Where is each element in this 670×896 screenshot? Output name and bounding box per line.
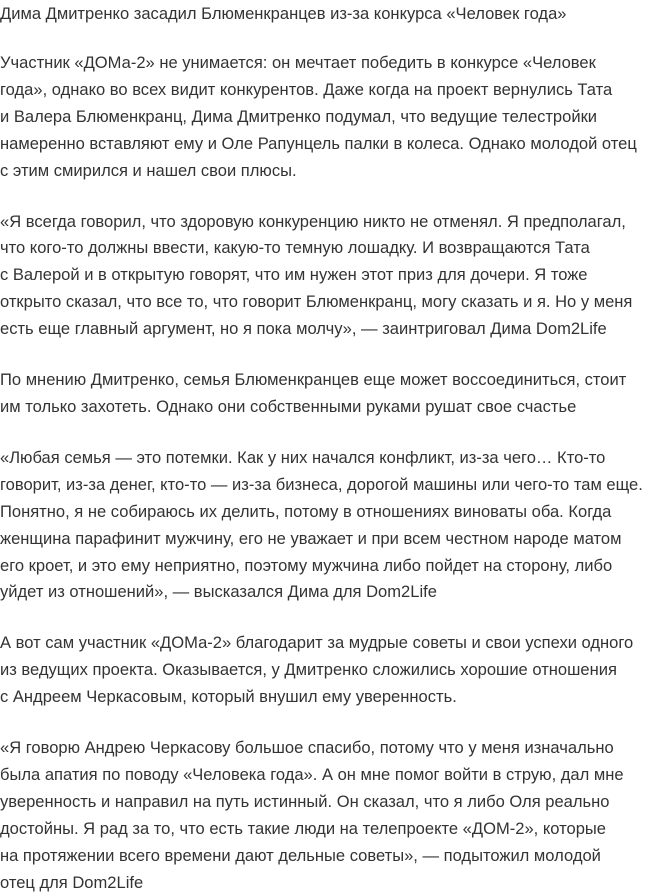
paragraph-line: на протяжении всего времени дают дельные советы», — подытожил молодой [0, 845, 601, 865]
paragraph-line: По мнению Дмитренко, семья Блюменкранцев еще может воссоединиться, стоит [0, 370, 627, 390]
paragraph-line: с Андреем Черкасовым, который внушил ему уверенность. [0, 687, 457, 707]
paragraph-line: с Валерой и в открытую говорят, что им нужен этот приз для дочери. Я тоже [0, 265, 588, 285]
paragraph-line: из ведущих проекта. Оказывается, у Дмитренко сложились хорошие отношения [0, 660, 617, 680]
paragraph [0, 445, 668, 606]
paragraph-line: открыто сказал, что все то, что говорит Блюменкранц, могу сказать и я. Но у меня [0, 292, 633, 312]
paragraph [0, 630, 668, 711]
paragraph-line: «Любая семья — это потемки. Как у них начался конфликт, из-за чего… Кто-то [0, 447, 606, 467]
paragraph [0, 209, 668, 344]
paragraph-line: женщина парафинит мужчину, его не уважает и при всем честном народе матом [0, 528, 622, 548]
paragraph-line: с этим смирился и нашел свои плюсы. [0, 160, 297, 180]
paragraph-line: достойны. Я рад за то, что есть такие люди на телепроекте «ДОМ-2», которые [0, 818, 606, 838]
article-title: Дима Дмитренко засадил Блюменкранцев из-за конкурса «Человек года» [0, 4, 567, 23]
paragraph [0, 50, 668, 185]
paragraph-line: его кроет, и это ему неприятно, поэтому мужчина либо пойдет на сторону, либо [0, 555, 613, 575]
paragraph-line: уйдет из отношений», — высказался Дима для Dom2Life [0, 582, 437, 602]
paragraph-line: и Валера Блюменкранц, Дима Дмитренко подумал, что ведущие телестройки [0, 106, 598, 126]
paragraph-line: отец для Dom2Life [0, 872, 144, 892]
paragraph-line: Понятно, я не собираюсь их делить, потому в отношениях виноваты оба. Когда [0, 501, 612, 521]
paragraph-line: года», однако во всех видит конкурентов. Даже когда на проект вернулись Тата [0, 79, 613, 99]
paragraph [0, 735, 668, 896]
paragraph-line: А вот сам участник «ДОМа-2» благодарит за мудрые советы и свои успехи одного [0, 633, 634, 653]
paragraph-line: им только захотеть. Однако они собственными руками рушат свое счастье [0, 396, 577, 416]
paragraph-line: есть еще главный аргумент, но я пока молчу», — заинтриговал Дима Dom2Life [0, 319, 607, 339]
article-body [0, 50, 668, 896]
paragraph-line: уверенность и направил на путь истинный. Он сказал, что я либо Оля реально [0, 791, 610, 811]
paragraph-line: Участник «ДОМа-2» не унимается: он мечтает победить в конкурсе «Человек [0, 53, 596, 72]
paragraph [0, 367, 668, 421]
paragraph-line: что кого-то должны ввести, какую-то темную лошадку. И возвращаются Тата [0, 238, 590, 258]
paragraph-line: говорит, из-за денег, кто-то — из-за бизнеса, дорогой машины или чего-то там еще. [0, 474, 643, 494]
paragraph-line: была апатия по поводу «Человека года». А он мне помог войти в струю, дал мне [0, 764, 624, 784]
paragraph-line: «Я говорю Андрею Черкасову большое спасибо, потому что у меня изначально [0, 738, 614, 758]
paragraph-line: «Я всегда говорил, что здоровую конкуренцию никто не отменял. Я предполагал, [0, 211, 626, 231]
paragraph-line: намеренно вставляют ему и Оле Рапунцель палки в колеса. Однако молодой отец [0, 133, 637, 153]
